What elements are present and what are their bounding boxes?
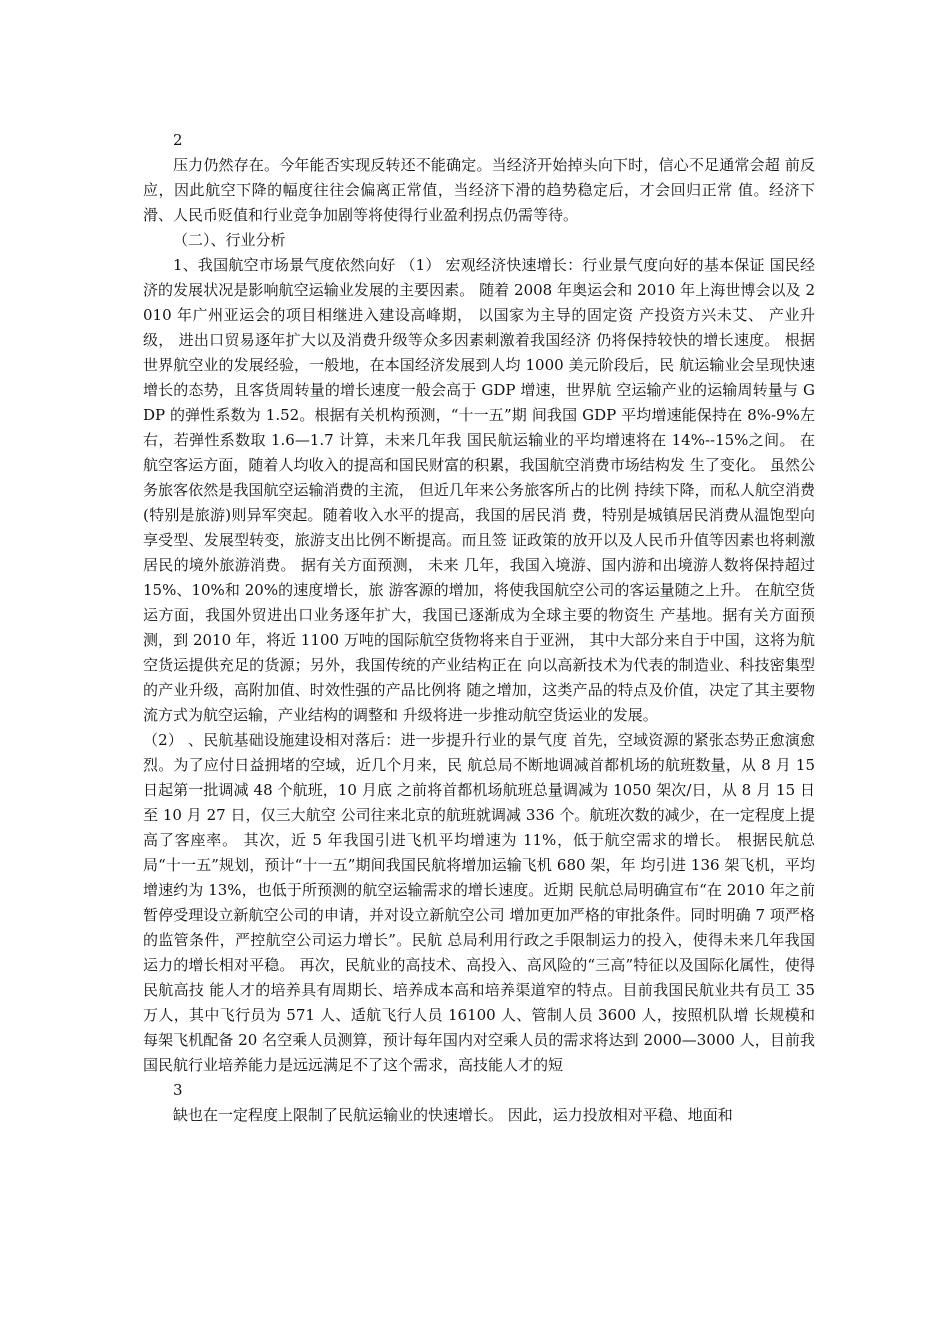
document-page [143, 128, 815, 1128]
paragraph-infrastructure: （2） 、民航基础设施建设相对落后：进一步提升行业的景气度 首先，空域资源的紧张态势正愈演愈烈。为了应付日益拥堵的空域，近几个月来，民 航总局不断地调减首都机场的航班数量，从 8 月 15 日起第一批调减 48 个航班，10 月底 之前将首都机场航班总量调减为 1050 架次/日，从 8 月 15 日至 10 月 27 日，仅三大航空 公司往来北京的航班就调减 336 个。航班次数的减少，在一定程度上提高了客座率。 其次，近 5 年我国引进飞机平均增速为 11%，低于航空需求的增长。 根据民航总局“十一五”规划，预计“十一五”期间我国民航将增加运输飞机 680 架，年 均引进 136 架飞机，平均增速约为 13%，也低于所预测的航空运输需求的增长速度。近期 民航总局明确宣布“在 2010 年之前暂停受理设立新航空公司的申请，并对设立新航空公司 增加更加严格的审批条件。同时明确 7 项严格的监管条件，严控航空公司运力增长”。民航 总局利用行政之手限制运力的投入，使得未来几年我国运力的增长相对平稳。 再次，民航业的高技术、高投入、高风险的“三高”特征以及国际化属性，使得民航高技 能人才的培养具有周期长、培养成本高和培养渠道窄的特点。目前我国民航业共有员工 35 万人，其中飞行员为 571 人、适航飞行人员 16100 人、管制人员 3600 人，按照机队增 长规模和每架飞机配备 20 名空乘人员测算，预计每年国内对空乘人员的需求将达到 2000—3000 人，目前我国民航行业培养能力是远远满足不了这个需求，高技能人才的短 [143, 731, 815, 1074]
page-number-top: 2 [173, 131, 183, 149]
paragraph-economy-pressure: 压力仍然存在。今年能否实现反转还不能确定。当经济开始掉头向下时，信心不足通常会超 前反应，因此航空下降的幅度往往会偏离正常值，当经济下滑的趋势稳定后，才会回归正常 值。经济下滑、人民币贬值和行业竞争加剧等将使得行业盈利拐点仍需等待。 [143, 156, 815, 224]
paragraph-continuation: 缺也在一定程度上限制了民航运输业的快速增长。 因此，运力投放相对平稳、地面和 [173, 1106, 733, 1124]
page-number-bottom: 3 [173, 1081, 183, 1099]
section-heading-industry-analysis: （二）、行业分析 [173, 231, 286, 249]
paragraph-market-outlook: 1、我国航空市场景气度依然向好 （1） 宏观经济快速增长：行业景气度向好的基本保证 国民经济的发展状况是影响航空运输业发展的主要因素。 随着 2008 年奥运会和 2010 年上海世博会以及 2010 年广州亚运会的项目相继进入建设高峰期， 以国家为主导的固定资 产投资方兴未艾、 产业升级， 进出口贸易逐年扩大以及消费升级等众多因素刺激着我国经济 仍将保持较快的增长速度。 根据世界航空业的发展经验，一般地，在本国经济发展到人均 1000 美元阶段后，民 航运输业会呈现快速增长的态势，且客货周转量的增长速度一般会高于 GDP 增速，世界航 空运输产业的运输周转量与 GDP 的弹性系数为 1.52。根据有关机构预测，“十一五”期 间我国 GDP 平均增速能保持在 8%-9%左右，若弹性系数取 1.6—1.7 计算，未来几年我 国民航运输业的平均增速将在 14%--15%之间。 在航空客运方面，随着人均收入的提高和国民财富的积累，我国航空消费市场结构发 生了变化。 虽然公务旅客依然是我国航空运输消费的主流， 但近几年来公务旅客所占的比例 持续下降，而私人航空消费(特别是旅游)则异军突起。随着收入水平的提高，我国的居民消 费，特别是城镇居民消费从温饱型向享受型、发展型转变，旅游支出比例不断提高。而且签 证政策的放开以及人民币升值等因素也将刺激居民的境外旅游消费。 据有关方面预测， 未来 几年，我国入境游、国内游和出境游人数将保持超过 15%、10%和 20%的速度增长，旅 游客源的增加，将使我国航空公司的客运量随之上升。 在航空货运方面，我国外贸进出口业务逐年扩大，我国已逐渐成为全球主要的物资生 产基地。据有关方面预测，到 2010 年，将近 1100 万吨的国际航空货物将来自于亚洲， 其中大部分来自于中国，这将为航空货运提供充足的货源；另外，我国传统的产业结构正在 向以高新技术为代表的制造业、科技密集型的产业升级，高附加值、时效性强的产品比例将 随之增加，这类产品的特点及价值，决定了其主要物流方式为航空运输，产业结构的调整和 升级将进一步推动航空货运业的发展。 [143, 256, 815, 724]
